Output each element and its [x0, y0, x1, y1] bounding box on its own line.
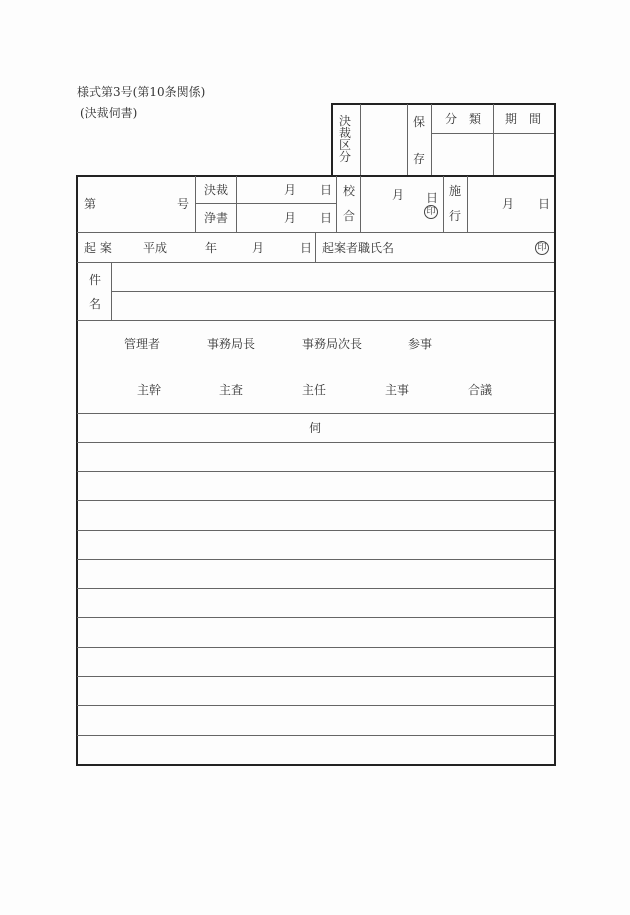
enforce-day: 日	[538, 197, 551, 211]
classification-field[interactable]	[432, 134, 493, 175]
approval-label: 決裁	[204, 183, 229, 197]
approver-secretary-general: 事務局長	[207, 337, 256, 351]
draft-era: 平成	[143, 241, 168, 255]
draft-day: 日	[300, 241, 313, 255]
clean-copy-day: 日	[320, 211, 333, 225]
decision-category-field[interactable]	[361, 104, 407, 175]
main-frame-right	[554, 175, 556, 766]
proofread-label-top: 校	[343, 184, 356, 198]
form-title: (決裁伺書)	[80, 106, 138, 120]
retention-label-bottom: 存	[413, 152, 426, 166]
approver-manager: 管理者	[124, 337, 161, 351]
decision-category-label: 決裁区分	[338, 114, 351, 164]
inquiry-body-field[interactable]	[78, 443, 554, 764]
proofread-day: 日	[426, 191, 439, 205]
approver-supervisor: 主任	[302, 383, 327, 397]
approval-day: 日	[320, 183, 333, 197]
main-frame-bottom	[76, 764, 556, 766]
seal-icon: 印	[424, 205, 438, 219]
form-number: 様式第3号(第10条関係)	[77, 85, 206, 99]
classification-label: 分 類	[445, 112, 482, 126]
proofread-month: 月	[392, 188, 405, 202]
subject-line-2[interactable]	[113, 292, 553, 319]
draft-label: 起 案	[84, 241, 112, 255]
approver-deputy-secretary-general: 事務局次長	[302, 337, 363, 351]
document-number-field[interactable]	[96, 180, 174, 228]
approver-consultation: 合議	[468, 383, 493, 397]
subject-line-1[interactable]	[113, 264, 553, 290]
period-label: 期 間	[505, 112, 542, 126]
approval-month: 月	[284, 183, 297, 197]
enforce-month: 月	[502, 197, 515, 211]
drafter-seal-icon: 印	[535, 241, 549, 255]
subject-label-top: 件	[89, 273, 102, 287]
approver-inspector: 主査	[219, 383, 244, 397]
proofread-label-bottom: 合	[343, 209, 356, 223]
period-field[interactable]	[494, 134, 554, 175]
approver-councilor: 参事	[408, 337, 433, 351]
drafter-name-field[interactable]	[395, 235, 525, 259]
clean-copy-label: 浄書	[204, 211, 229, 225]
inquiry-label: 伺	[309, 421, 322, 435]
approver-clerk: 主事	[385, 383, 410, 397]
draft-month: 月	[252, 241, 265, 255]
draft-year: 年	[205, 241, 218, 255]
main-frame-top	[76, 175, 556, 177]
enforce-label-bottom: 行	[449, 209, 462, 223]
drafter-label: 起案者職氏名	[322, 241, 395, 255]
approver-chief: 主幹	[137, 383, 162, 397]
clean-copy-month: 月	[284, 211, 297, 225]
subject-label-bottom: 名	[89, 297, 102, 311]
number-label-right: 号	[177, 197, 190, 211]
number-label-left: 第	[84, 197, 97, 211]
retention-label-top: 保	[413, 115, 426, 129]
enforce-label-top: 施	[449, 184, 462, 198]
